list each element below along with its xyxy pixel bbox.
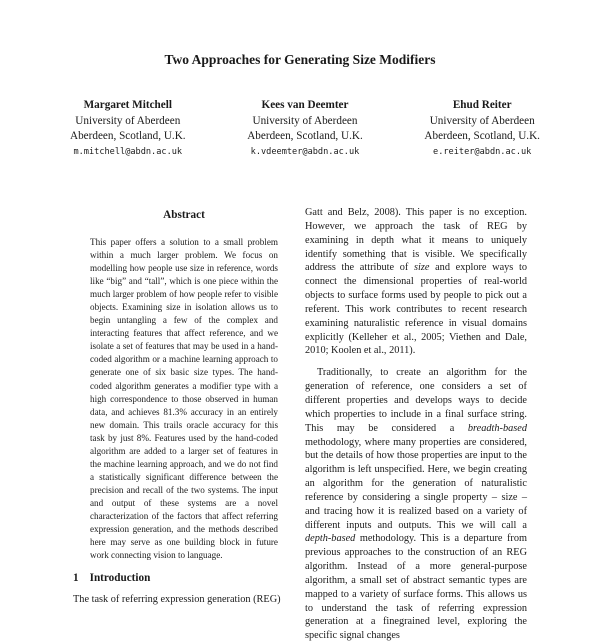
author-location: Aberdeen, Scotland, U.K. <box>247 130 363 142</box>
author-3 <box>424 98 540 160</box>
author-affiliation: University of Aberdeen <box>252 114 358 127</box>
abstract-body: This paper offers a solution to a small problem within a much larger problem. We focus on modelling how people use size in reference, words like “big” and “tall”, which is one piece within the much larger problem of how people refer to visible objects. Examining size in isolation allows us to begin untangling a few of the complex and interacting features that affect reference, and we isolate a set of features that may be used in a hand-coded algorithm or a machine learning approach to generate one of six basic size types. The hand-coded algorithm generates a modifier type with a high correspondence to those observed in human data, and achieves 81.3% accuracy in an entirely new domain. This trails oracle accuracy for this task by just 8%. Features used by the hand-coded algorithm are added to a larger set of features in the machine learning approach, and we do not find a statistically significant difference between the precision and recall of the two systems. The input and output of these systems are a novel characterization of the factors that affect referring expression generation, and the methods described here may serve as one building block in future work connecting vision to language. <box>90 237 278 561</box>
author-name: Ehud Reiter <box>452 99 512 111</box>
paper-title: Two Approaches for Generating Size Modifiers <box>164 52 436 67</box>
text-run: methodology, where many properties are considered, but the details of how those properties are input to the algorithm is left unspecified. Here, we begin creating an algorithm for the generation of naturalistic reference by considering a single property – size – and tracing how it is realized based on a variety of different inputs and outputs. This we will call a <box>305 436 527 531</box>
right-column <box>305 206 527 642</box>
section-number: 1 <box>73 572 79 584</box>
text-run: Gatt and Belz, 2008). This paper is no exception. However, we approach the task of REG by examining in depth what it means to uniquely identify something that is visible. We specifically address the attribute of <box>305 207 527 274</box>
author-email: e.reiter@abdn.ac.uk <box>433 146 532 157</box>
section-heading <box>73 572 150 584</box>
author-location: Aberdeen, Scotland, U.K. <box>70 130 186 142</box>
paragraph <box>305 366 527 643</box>
emphasis: depth-based <box>305 533 356 545</box>
author-email: k.vdeemter@abdn.ac.uk <box>250 146 360 157</box>
author-affiliation: University of Aberdeen <box>429 114 535 127</box>
text-run: and explore ways to connect the dimensional properties of real-world objects to surface forms used by people to pick out a referent. This work contributes to recent research examining naturalistic reference in visual domains explicitly (Kelleher et al., 2005; Viethen and Dale, 2010; Koolen et al., 2011). <box>305 262 527 357</box>
section-title: Introduction <box>89 572 151 584</box>
author-email: m.mitchell@abdn.ac.uk <box>73 146 183 157</box>
author-2 <box>247 98 363 160</box>
author-1 <box>70 98 186 160</box>
paragraph <box>305 206 527 358</box>
emphasis: size <box>413 262 430 274</box>
author-affiliation: University of Aberdeen <box>75 114 181 127</box>
text-run: Traditionally, to create an algorithm for the generation of reference, one considers a set of different properties and develops ways to decide which properties to include in a final surface string. This may be considered a <box>305 367 527 434</box>
emphasis: breadth-based <box>467 422 527 434</box>
author-block <box>70 98 540 160</box>
author-location: Aberdeen, Scotland, U.K. <box>424 130 540 142</box>
author-name: Margaret Mitchell <box>83 99 172 111</box>
right-column-text <box>305 206 527 642</box>
text-run: methodology. This is a departure from previous approaches to the construction of an REG algorithm. Instead of a more general-purpose algorithm, a small set of abstract semantic types are mapped to a variety of surface forms. This allows us to understand the task of referring expression generation at a finegrained level, exploring the specific signal changes <box>305 533 527 642</box>
author-name: Kees van Deemter <box>261 99 349 111</box>
abstract-heading: Abstract <box>163 209 205 221</box>
intro-first-line: The task of referring expression generation (REG) <box>73 594 281 605</box>
